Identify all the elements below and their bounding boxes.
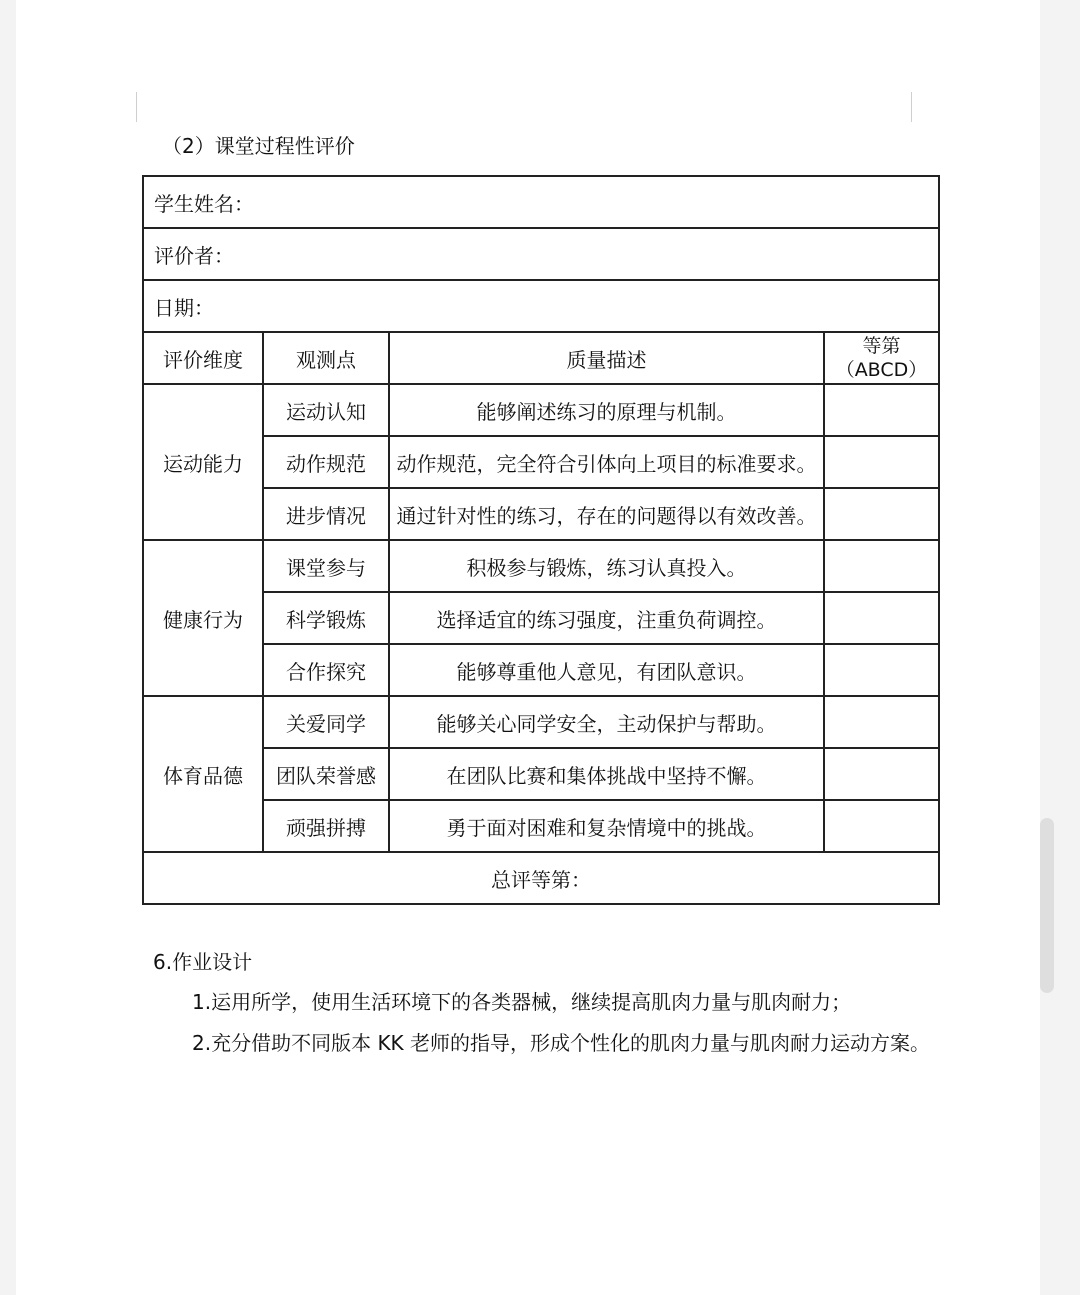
table-row [143,592,939,644]
grade-cell[interactable] [824,644,939,696]
grade-cell[interactable] [824,696,939,748]
table-row [143,748,939,800]
header-grade [824,332,939,384]
table-row [143,280,939,332]
table-row [143,800,939,852]
description-cell: 选择适宜的练习强度，注重负荷调控。 [389,592,824,644]
scrollbar-thumb[interactable] [1040,818,1054,993]
header-dimension: 评价维度 [143,332,263,384]
homework-item: 1.运用所学，使用生活环境下的各类器械，继续提高肌肉力量与肌肉耐力； [192,990,852,1014]
header-description: 质量描述 [389,332,824,384]
header-grade-line2: （ABCD） [835,359,928,381]
description-cell: 动作规范，完全符合引体向上项目的标准要求。 [389,436,824,488]
grade-cell[interactable] [824,592,939,644]
grade-cell[interactable] [824,488,939,540]
point-cell: 顽强拼搏 [263,800,389,852]
point-cell: 动作规范 [263,436,389,488]
table-row [143,488,939,540]
grade-cell[interactable] [824,800,939,852]
page-corner-mark-left [136,92,137,122]
table-row [143,852,939,904]
table-header-row [143,332,939,384]
student-name-field[interactable]: 学生姓名： [143,176,939,228]
table-row [143,228,939,280]
grade-cell[interactable] [824,540,939,592]
dimension-cell: 健康行为 [143,540,263,696]
table-row [143,176,939,228]
dimension-cell: 运动能力 [143,384,263,540]
evaluation-table [142,175,940,905]
header-point: 观测点 [263,332,389,384]
date-field[interactable]: 日期： [143,280,939,332]
table-row [143,696,939,748]
dimension-cell: 体育品德 [143,696,263,852]
point-cell: 团队荣誉感 [263,748,389,800]
point-cell: 进步情况 [263,488,389,540]
point-cell: 运动认知 [263,384,389,436]
homework-title: 6.作业设计 [153,950,253,974]
grade-cell[interactable] [824,384,939,436]
header-grade-line1: 等第 [862,335,901,357]
point-cell: 课堂参与 [263,540,389,592]
description-cell: 积极参与锻炼，练习认真投入。 [389,540,824,592]
table-row [143,540,939,592]
grade-cell[interactable] [824,436,939,488]
description-cell: 能够阐述练习的原理与机制。 [389,384,824,436]
table-row [143,436,939,488]
homework-item: 2.充分借助不同版本 KK 老师的指导，形成个性化的肌肉力量与肌肉耐力运动方案。 [192,1031,931,1055]
description-cell: 在团队比赛和集体挑战中坚持不懈。 [389,748,824,800]
description-cell: 能够尊重他人意见，有团队意识。 [389,644,824,696]
point-cell: 合作探究 [263,644,389,696]
point-cell: 关爱同学 [263,696,389,748]
table-row [143,384,939,436]
description-cell: 通过针对性的练习，存在的问题得以有效改善。 [389,488,824,540]
evaluator-field[interactable]: 评价者： [143,228,939,280]
point-cell: 科学锻炼 [263,592,389,644]
section-title: （2）课堂过程性评价 [162,134,355,158]
description-cell: 能够关心同学安全，主动保护与帮助。 [389,696,824,748]
table-row [143,644,939,696]
description-cell: 勇于面对困难和复杂情境中的挑战。 [389,800,824,852]
overall-grade-field[interactable]: 总评等第： [143,852,939,904]
grade-cell[interactable] [824,748,939,800]
page-corner-mark-right [911,92,912,122]
